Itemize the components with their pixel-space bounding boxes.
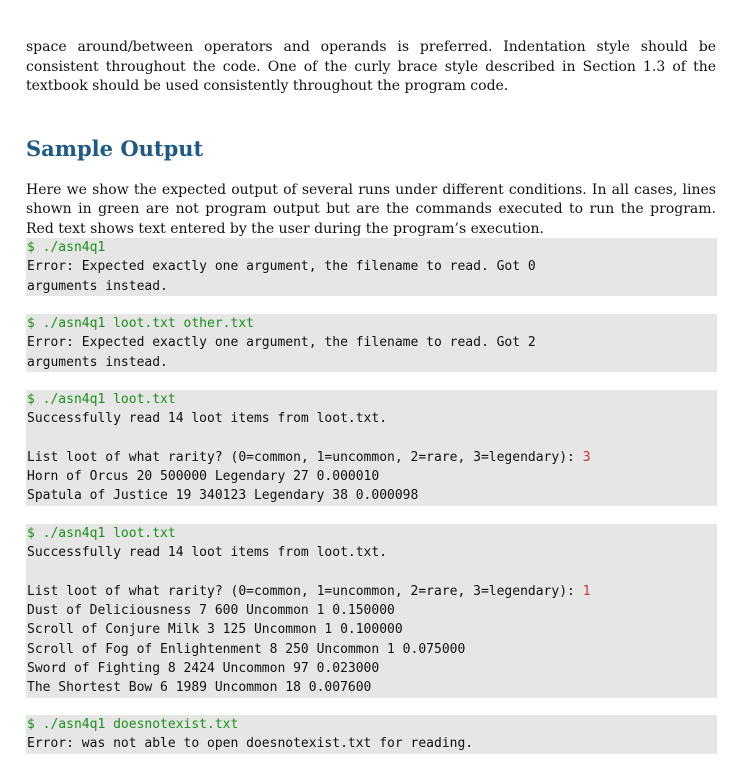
command-line: $ ./asn4q1 loot.txt <box>27 392 176 407</box>
prompt-line <box>27 448 717 467</box>
code-block-3 <box>26 390 717 506</box>
prompt-text: List loot of what rarity? (0=common, 1=uncommon, 2=rare, 3=legendary): <box>27 583 583 599</box>
prompt-text: List loot of what rarity? (0=common, 1=uncommon, 2=rare, 3=legendary): <box>27 449 583 465</box>
section-heading: Sample Output <box>26 135 204 161</box>
command-line: $ ./asn4q1 loot.txt <box>27 526 176 541</box>
output-line: Scroll of Fog of Enlightenment 8 250 Uncommon 1 0.075000 <box>27 641 466 657</box>
output-line: Error: was not able to open doesnotexist.txt for reading. <box>27 736 474 752</box>
section-paragraph: Here we show the expected output of several runs under different conditions. In all cases, lines shown in green are not program output but are the commands executed to run the program. Red text shows text entered by the user during the program’s execution. <box>26 181 716 237</box>
command-line: $ ./asn4q1 loot.txt other.txt <box>27 316 254 331</box>
output-line: Sword of Fighting 8 2424 Uncommon 97 0.023000 <box>27 661 380 677</box>
output-line: Error: Expected exactly one argument, the filename to read. Got 2 <box>27 335 536 351</box>
command-line: $ ./asn4q1 <box>27 240 106 255</box>
user-input: 1 <box>582 583 591 599</box>
output-line: Dust of Deliciousness 7 600 Uncommon 1 0.150000 <box>27 603 395 619</box>
code-block-2 <box>26 314 717 372</box>
output-line: Error: Expected exactly one argument, the filename to read. Got 0 <box>27 259 536 275</box>
output-line: Successfully read 14 loot items from loot.txt. <box>27 411 388 427</box>
document-page <box>26 38 716 752</box>
output-line: Horn of Orcus 20 500000 Legendary 27 0.000010 <box>27 469 380 485</box>
code-block-4 <box>26 524 717 698</box>
output-line: Scroll of Conjure Milk 3 125 Uncommon 1 0.100000 <box>27 622 403 638</box>
output-line: The Shortest Bow 6 1989 Uncommon 18 0.007600 <box>27 680 372 696</box>
intro-paragraph: space around/between operators and operands is preferred. Indentation style should be consistent throughout the code. One of the curly brace style described in Section 1.3 of the textbook should be used consistently throughout the program code. <box>26 39 716 94</box>
output-line: Successfully read 14 loot items from loot.txt. <box>27 545 388 561</box>
user-input: 3 <box>582 449 591 465</box>
blank-line <box>27 563 717 582</box>
code-block-1 <box>26 238 717 296</box>
blank-line <box>27 429 717 448</box>
output-line: arguments instead. <box>27 354 168 370</box>
output-line: Spatula of Justice 19 340123 Legendary 38 0.000098 <box>27 488 419 504</box>
code-block-5 <box>26 715 717 754</box>
command-line: $ ./asn4q1 doesnotexist.txt <box>27 717 239 732</box>
output-line: arguments instead. <box>27 278 168 294</box>
prompt-line <box>27 582 717 601</box>
